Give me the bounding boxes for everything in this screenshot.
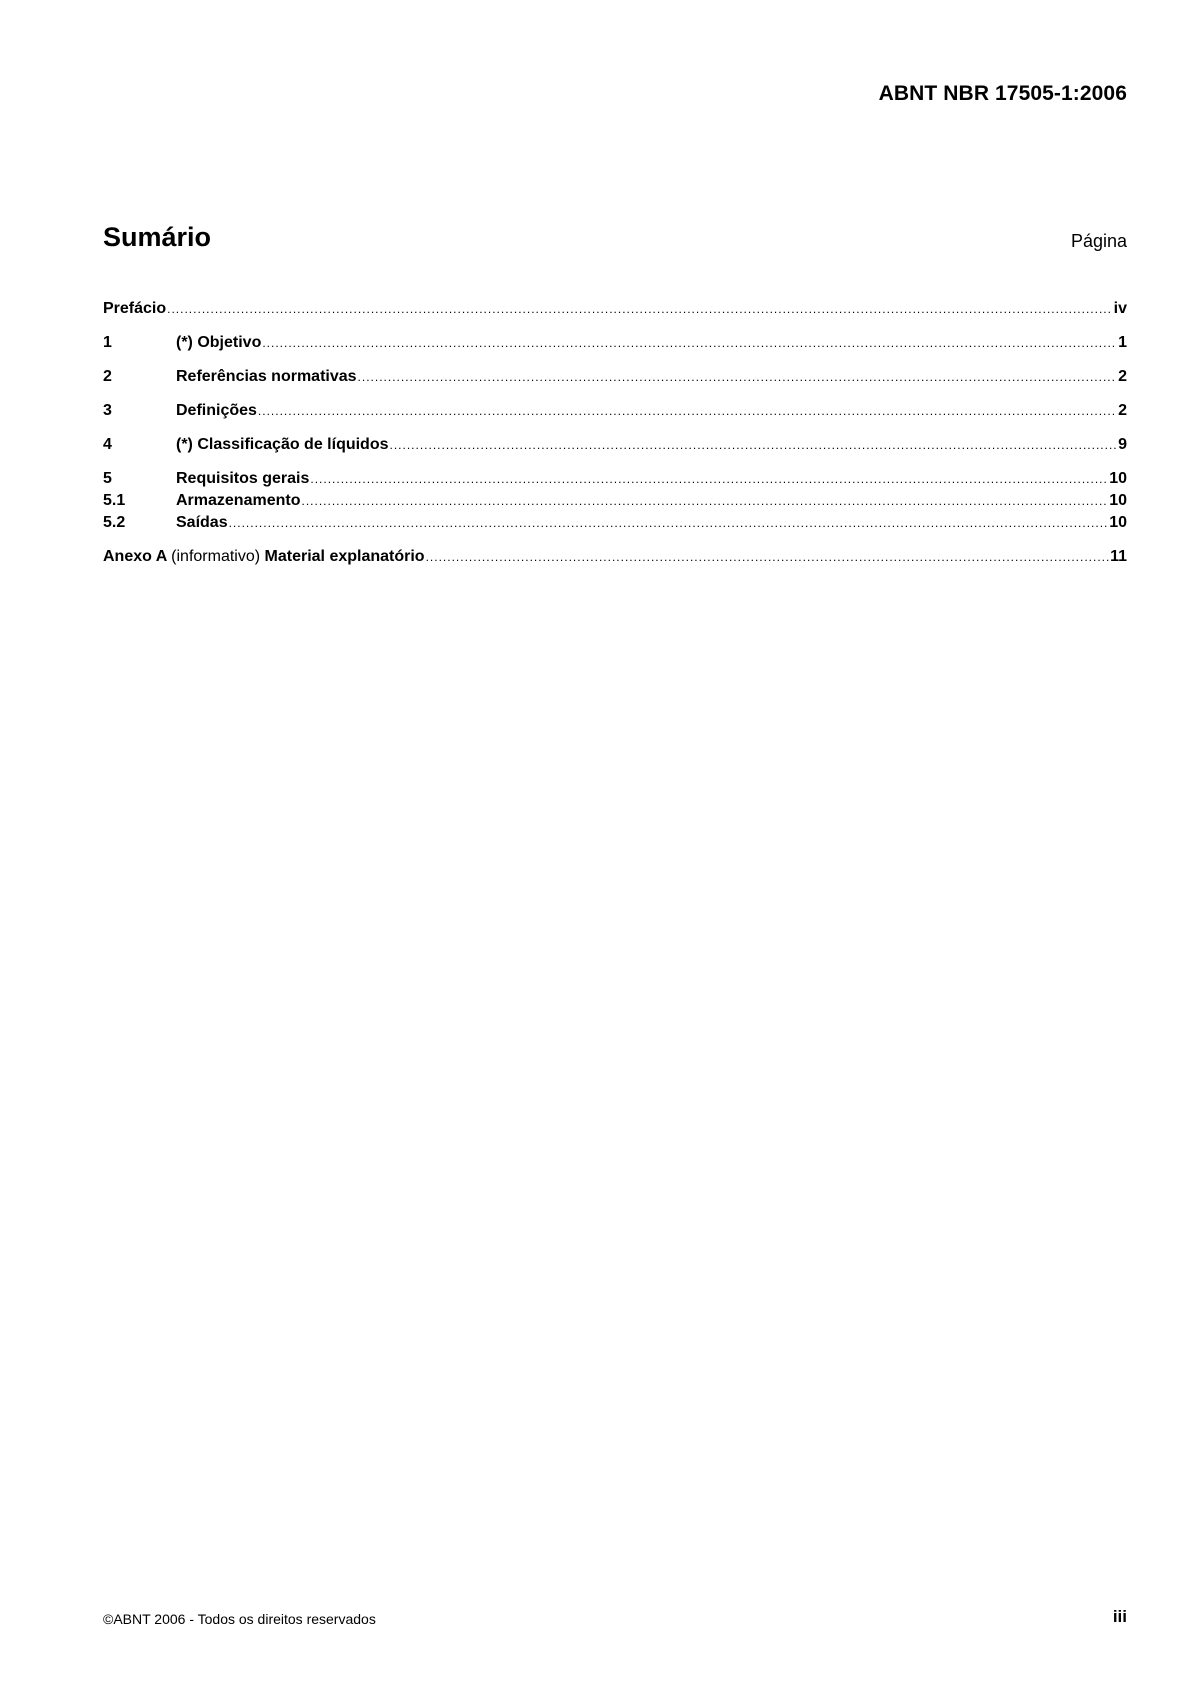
toc-entry-anexo-a[interactable] [103,546,1127,568]
toc-entry-prefacio[interactable] [103,298,1127,320]
toc-entry-page: 2 [1118,402,1127,419]
toc-dot-leader [310,468,1108,490]
toc-entry-definicoes[interactable] [103,400,1127,422]
copyright-footer: ©ABNT 2006 - Todos os direitos reservados [103,1611,376,1627]
toc-entry-page: 2 [1118,368,1127,385]
table-of-contents [103,298,1127,568]
toc-entry-label: (*) Objetivo [176,334,262,351]
toc-entry-saidas[interactable] [103,512,1127,534]
toc-entry-page: 10 [1109,514,1127,531]
toc-entry-page: 11 [1110,548,1127,565]
toc-entry-label: Requisitos gerais [176,470,310,487]
toc-dot-leader [390,434,1118,456]
toc-entry-number: 1 [103,334,112,351]
toc-title: Sumário [103,222,212,252]
standard-code-header: ABNT NBR 17505-1:2006 [878,82,1127,105]
toc-entry-label: Saídas [176,514,228,531]
toc-entry-label: Prefácio [103,300,167,317]
toc-dot-leader [229,512,1109,534]
toc-entry-page: 10 [1109,470,1127,487]
toc-entry-label [103,546,425,568]
toc-dot-leader [167,298,1113,320]
toc-entry-page: 9 [1118,436,1127,453]
toc-entry-label: (*) Classificação de líquidos [176,436,389,453]
annex-type: (informativo) [171,548,261,565]
toc-entry-number: 4 [103,436,112,453]
toc-dot-leader [301,490,1108,512]
toc-entry-page: 1 [1118,334,1127,351]
annex-prefix: Anexo A [103,548,167,565]
toc-page-column-label: Página [1070,231,1127,251]
toc-entry-objetivo[interactable] [103,332,1127,354]
toc-entry-number: 5.1 [103,492,126,509]
toc-entry-referencias[interactable] [103,366,1127,388]
annex-title: Material explanatório [264,548,425,565]
toc-entry-label: Armazenamento [176,492,301,509]
toc-entry-page: 10 [1109,492,1127,509]
page-number: iii [1112,1607,1127,1626]
toc-entry-page: iv [1113,300,1127,317]
toc-entry-armazenamento[interactable] [103,490,1127,512]
toc-entry-classificacao[interactable] [103,434,1127,456]
toc-entry-number: 5.2 [103,514,126,531]
toc-entry-label: Definições [176,402,257,419]
toc-entry-number: 5 [103,470,112,487]
toc-entry-number: 3 [103,402,112,419]
toc-dot-leader [358,366,1118,388]
toc-dot-leader [258,400,1117,422]
toc-entry-requisitos[interactable] [103,468,1127,490]
toc-dot-leader [262,332,1117,354]
toc-dot-leader [426,546,1110,568]
toc-entry-label: Referências normativas [176,368,357,385]
toc-entry-number: 2 [103,368,112,385]
